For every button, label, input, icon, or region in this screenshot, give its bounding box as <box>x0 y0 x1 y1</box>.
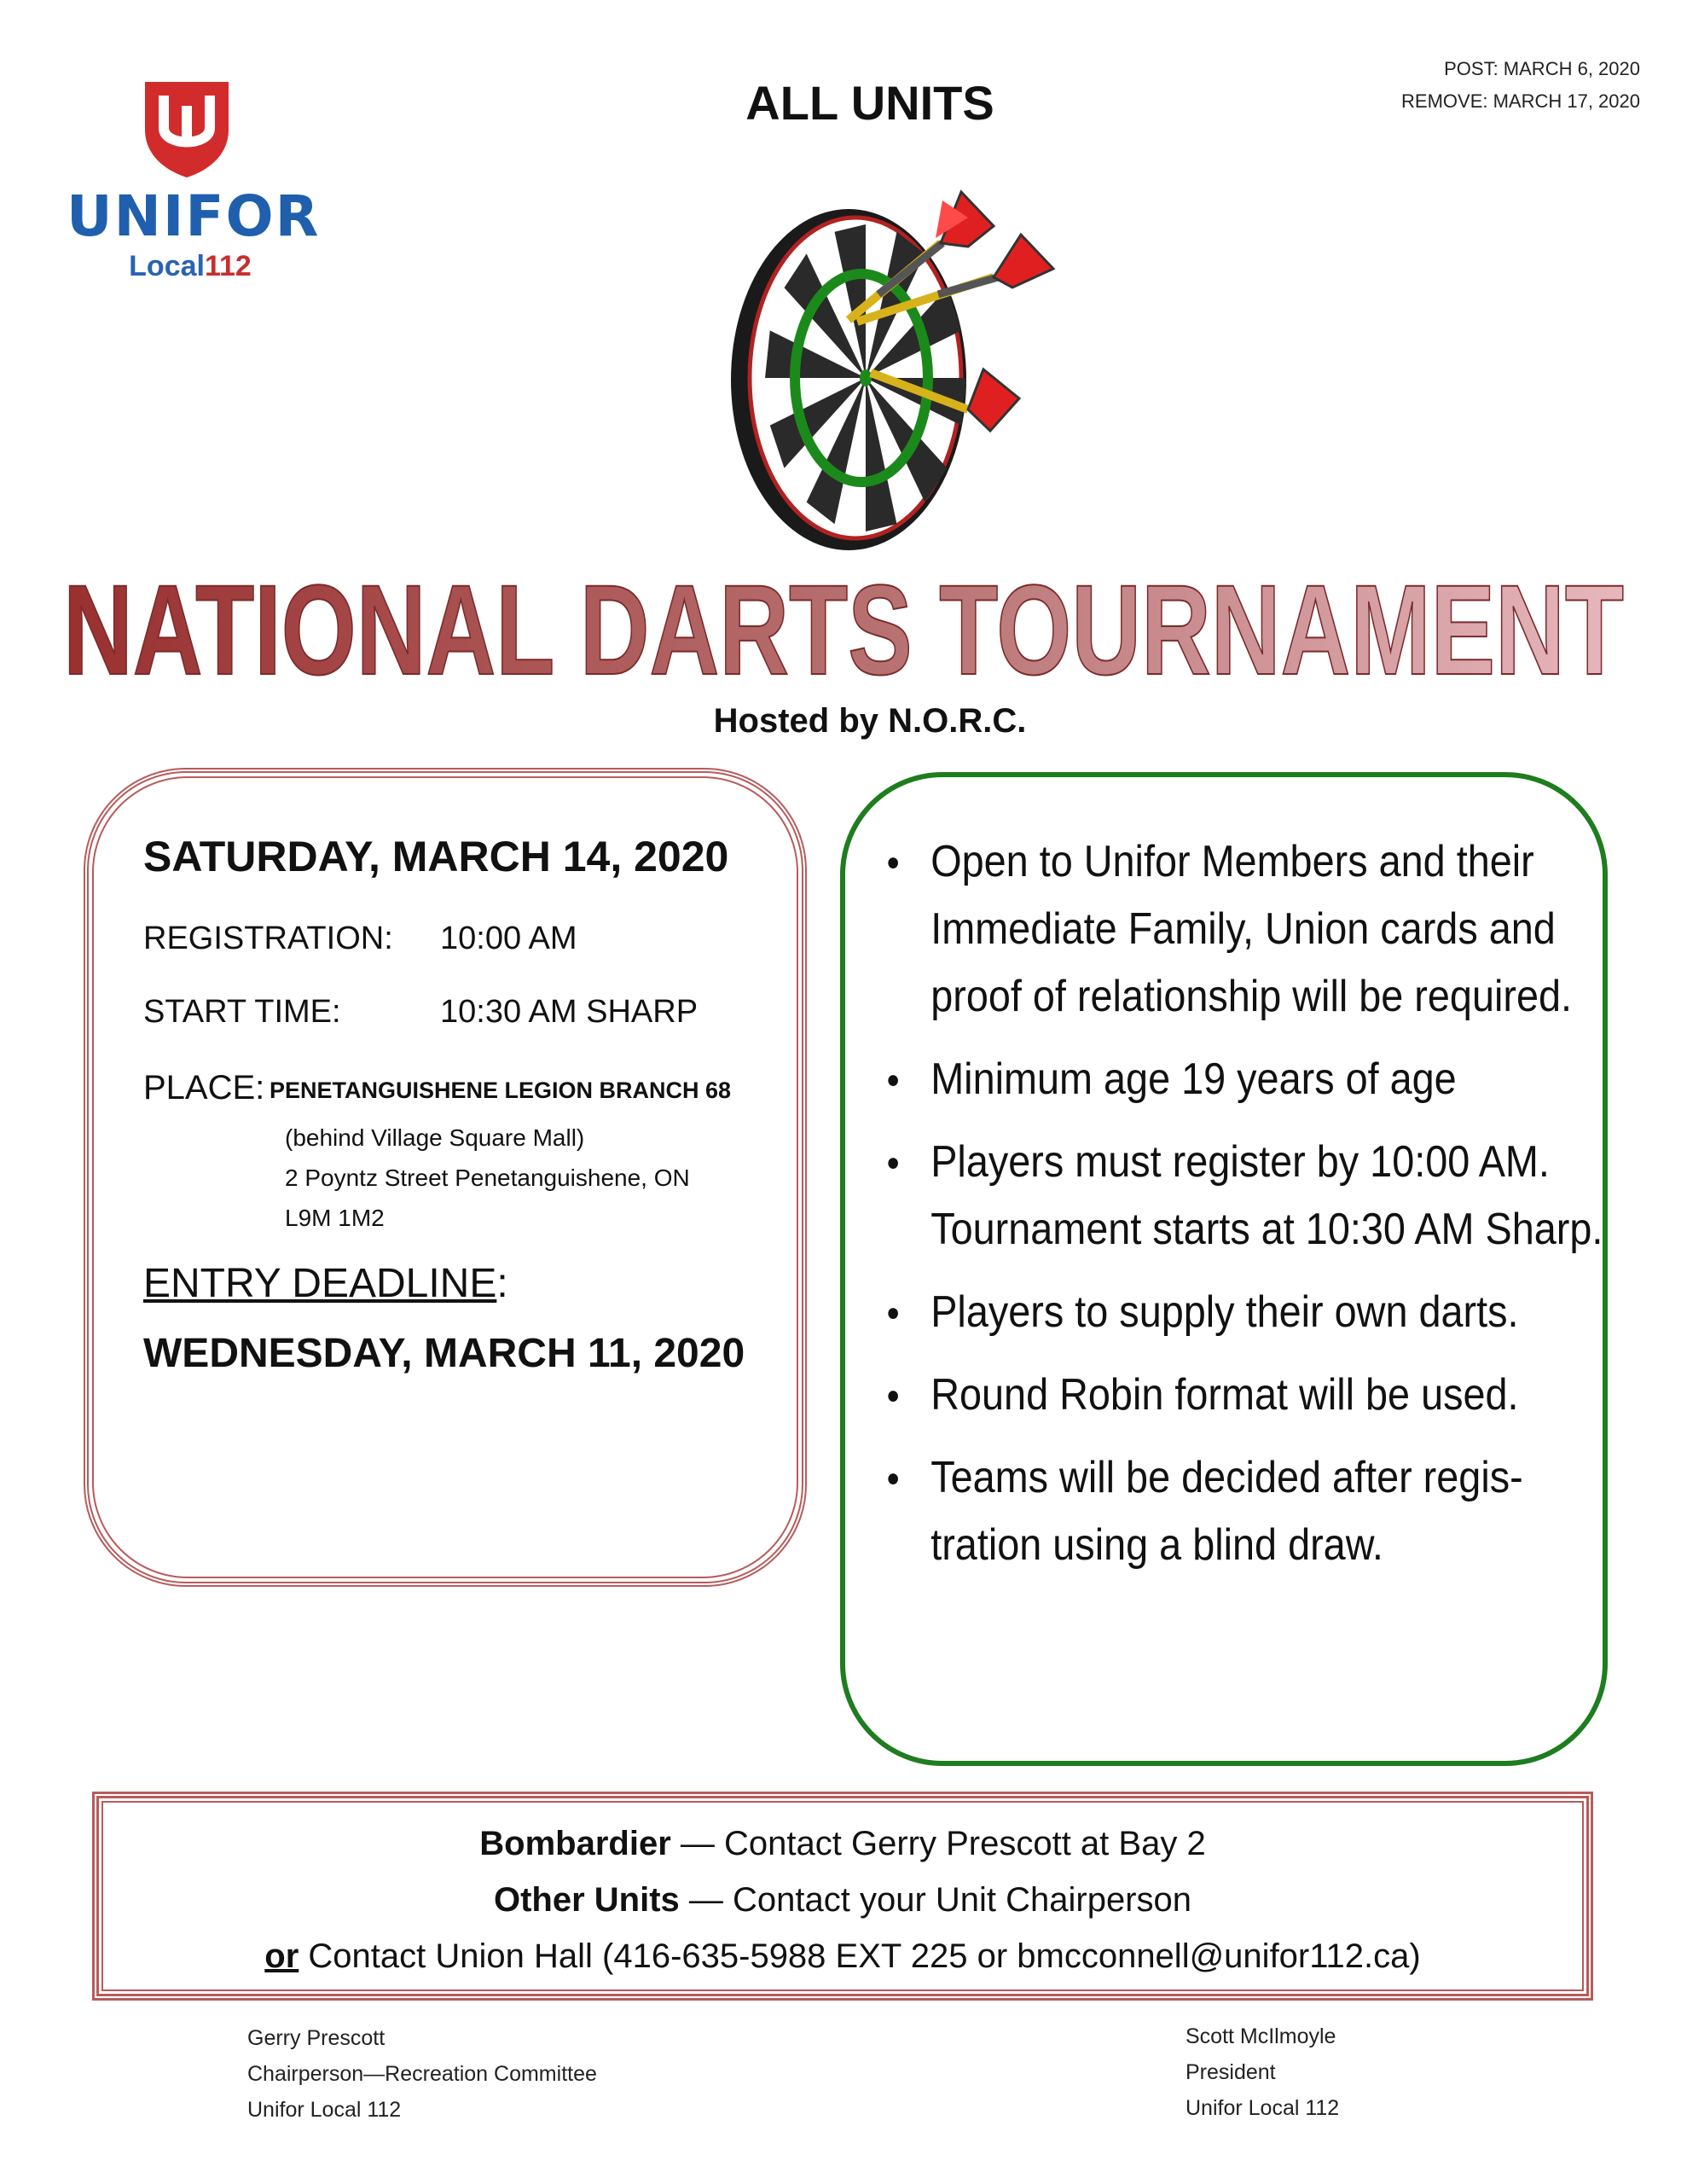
signature-org: Unifor Local 112 <box>1186 2096 1340 2120</box>
bullet-icon: ● <box>886 1464 901 1492</box>
entry-deadline-colon: : <box>496 1261 508 1306</box>
unifor-logo <box>67 77 321 299</box>
start-time: 10:30 AM SHARP <box>440 994 699 1030</box>
signature-left <box>247 2020 597 2128</box>
contact-info: — Contact your Unit Chairperson <box>679 1881 1192 1919</box>
tournament-title-text: NATIONAL DARTS TOURNAMENT <box>63 563 1624 691</box>
remove-date: REMOVE: MARCH 17, 2020 <box>1401 90 1640 112</box>
contact-or: or <box>264 1937 299 1975</box>
signature-title: Chairperson—Recreation Committee <box>247 2062 597 2086</box>
logo-local-word: Local <box>129 250 205 282</box>
rules-box <box>840 772 1608 1766</box>
tournament-title <box>51 563 1636 691</box>
dartboard-icon <box>712 175 1087 550</box>
rules-list <box>886 828 1603 1594</box>
contact-box <box>92 1792 1593 2001</box>
contact-unit-name: Other Units <box>493 1881 680 1919</box>
signature-right <box>1186 2018 1339 2126</box>
signature-title: President <box>1186 2060 1276 2084</box>
rule-item <box>886 1444 1614 1579</box>
rule-item <box>886 1046 1614 1113</box>
bullet-icon: ● <box>886 1381 901 1409</box>
rule-item <box>886 1279 1614 1346</box>
rule-text: Open to Unifor Members and their Immediate Family, Union cards and proof of relationship will be required. <box>930 837 1573 1021</box>
rule-item <box>886 1129 1614 1263</box>
post-date: POST: MARCH 6, 2020 <box>1444 58 1640 79</box>
posting-dates <box>1401 53 1640 118</box>
rule-text: Players must register by 10:00 AM. Tournament starts at 10:30 AM Sharp. <box>930 1137 1603 1254</box>
logo-local-text <box>67 249 314 283</box>
entry-deadline-date: WEDNESDAY, MARCH 11, 2020 <box>143 1331 745 1376</box>
audience-heading: ALL UNITS <box>745 76 994 130</box>
rule-item <box>886 828 1614 1031</box>
address-line: 2 Poyntz Street Penetanguishene, ON <box>285 1165 690 1191</box>
contact-info: Contact Union Hall (416-635-5988 EXT 225 or bmcconnell@unifor112.ca) <box>299 1937 1421 1975</box>
unifor-shield-icon <box>142 77 232 179</box>
bullet-icon: ● <box>886 1298 901 1327</box>
registration-label: REGISTRATION: <box>143 921 393 956</box>
start-time-label: START TIME: <box>143 994 341 1030</box>
rule-text: Minimum age 19 years of age <box>930 1054 1457 1104</box>
event-details-box <box>84 768 807 1587</box>
signature-name: Scott McIlmoyle <box>1186 2024 1336 2048</box>
entry-deadline-text: ENTRY DEADLINE <box>143 1261 497 1306</box>
contact-line-union-hall <box>99 1935 1586 1978</box>
place-name: PENETANGUISHENE LEGION BRANCH 68 <box>270 1077 732 1103</box>
contact-line-bombardier <box>99 1822 1586 1865</box>
rule-item <box>886 1362 1614 1429</box>
address-line: L9M 1M2 <box>285 1205 385 1231</box>
rule-text: Teams will be decided after regis-tration using a blind draw. <box>930 1453 1523 1570</box>
entry-deadline-label <box>143 1259 508 1309</box>
place-label: PLACE: <box>143 1069 265 1107</box>
contact-unit-name: Bombardier <box>479 1825 671 1862</box>
hosted-by: Hosted by N.O.R.C. <box>713 702 1027 740</box>
address-line: (behind Village Square Mall) <box>285 1124 585 1151</box>
logo-brand-text: UNIFOR <box>67 183 321 249</box>
registration-time: 10:00 AM <box>440 921 577 956</box>
bullet-icon: ● <box>886 1066 901 1094</box>
rule-text: Round Robin format will be used. <box>930 1370 1519 1420</box>
signature-name: Gerry Prescott <box>247 2026 386 2050</box>
rule-text: Players to supply their own darts. <box>930 1287 1519 1337</box>
bullet-icon: ● <box>886 848 901 876</box>
signature-org: Unifor Local 112 <box>247 2098 402 2122</box>
contact-line-other-units <box>99 1879 1586 1921</box>
event-date: SATURDAY, MARCH 14, 2020 <box>143 833 729 880</box>
logo-local-number: 112 <box>204 250 252 282</box>
bullet-icon: ● <box>886 1148 901 1176</box>
contact-info: — Contact Gerry Prescott at Bay 2 <box>670 1825 1206 1862</box>
